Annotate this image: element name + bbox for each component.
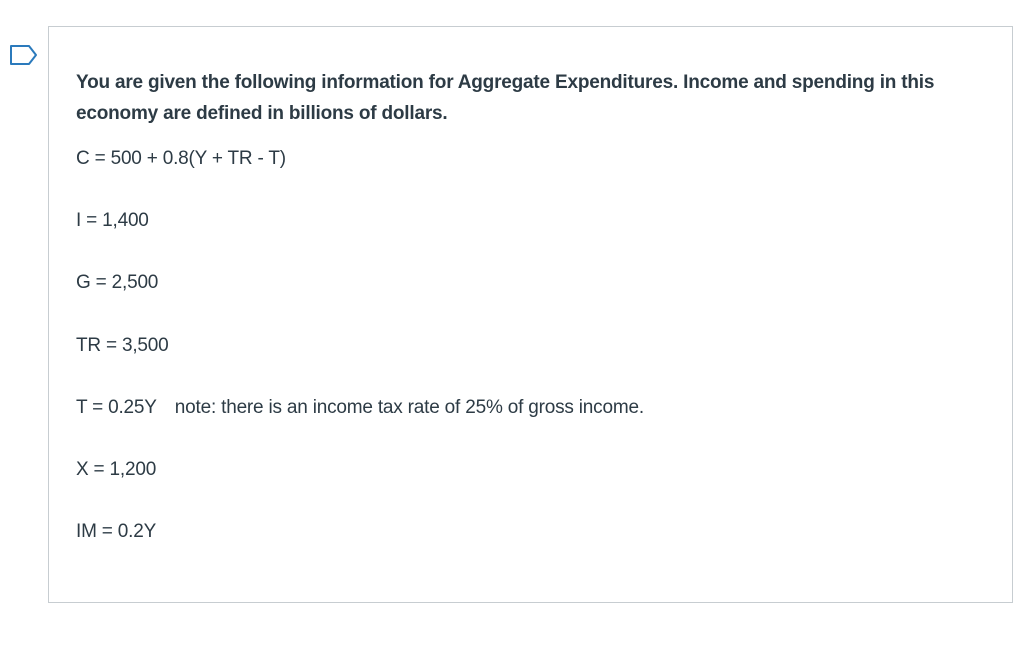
consumption-equation: C = 500 + 0.8(Y + TR - T) [76, 148, 286, 169]
question-intro: You are given the following information for Aggregate Expenditures. Income and spending in this economy are defined in billions of dollars. [76, 72, 935, 124]
investment-equation: I = 1,400 [76, 210, 149, 231]
government-equation: G = 2,500 [76, 272, 159, 293]
transfers-equation: TR = 3,500 [76, 335, 169, 356]
bookmark-flag-icon[interactable] [9, 44, 39, 66]
taxes-note: note: there is an income tax rate of 25% of gross income. [174, 397, 644, 418]
taxes-equation: T = 0.25Y [76, 397, 157, 418]
imports-equation: IM = 0.2Y [76, 521, 157, 542]
question-content [76, 67, 986, 542]
taxes-line [76, 396, 644, 420]
question-panel [48, 26, 1013, 603]
exports-equation: X = 1,200 [76, 459, 157, 480]
